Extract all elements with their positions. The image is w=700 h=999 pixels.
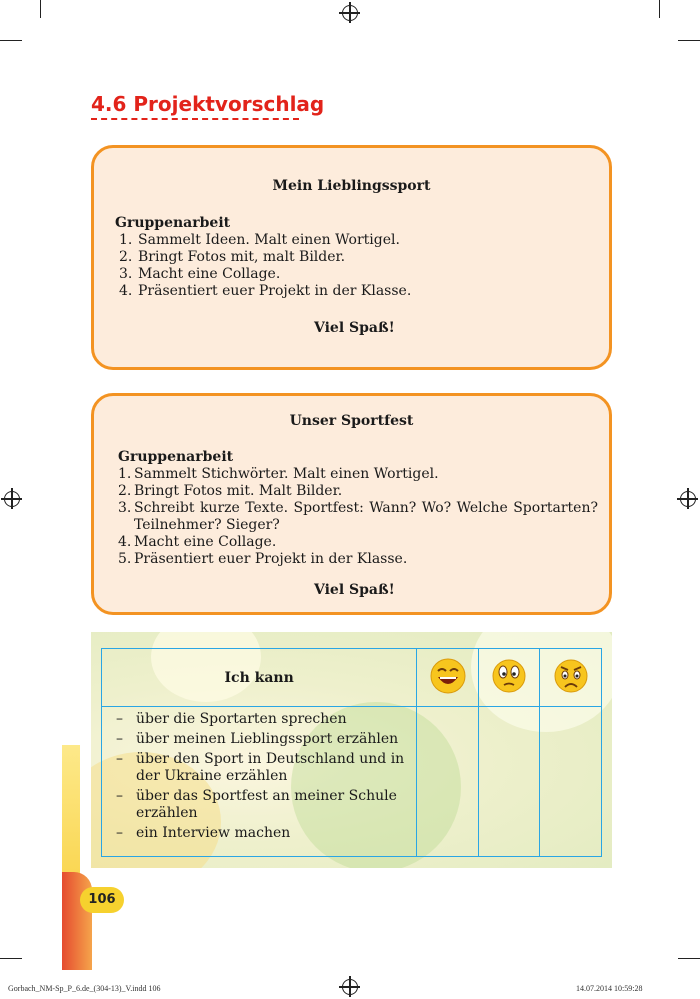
list-item: 1. Sammelt Ideen. Malt einen Wortigel. — [119, 232, 400, 248]
section-title: 4.6 Projektvorschlag — [91, 92, 325, 116]
steps-list — [119, 232, 411, 300]
list-item: – über den Sport in Deutschland und in der Ukraine erzählen — [116, 751, 408, 785]
list-item: – über meinen Lieblingssport erzählen — [116, 731, 408, 748]
list-item: 4. Präsentiert euer Projekt in der Klasse. — [119, 283, 412, 299]
list-item: 1. Sammelt Stichwörter. Malt einen Wortigel. — [118, 466, 439, 482]
table-header-cell — [479, 649, 540, 707]
title-underline — [91, 118, 299, 120]
list-item: 2. Bringt Fotos mit, malt Bilder. — [119, 249, 346, 265]
closing-text: Viel Spaß! — [314, 320, 395, 336]
registration-mark-icon — [342, 979, 358, 995]
project-subtitle: Gruppenarbeit — [118, 449, 234, 465]
can-do-list-cell — [102, 707, 417, 857]
table-header-row — [102, 649, 602, 707]
list-item: – über die Sportarten sprechen — [116, 711, 408, 728]
list-item: 5. Präsentiert euer Projekt in der Klasse. — [118, 551, 408, 567]
table-header: Ich kann — [102, 649, 417, 707]
crop-mark — [678, 958, 700, 959]
rating-cell[interactable] — [540, 707, 602, 857]
registration-mark-icon — [342, 5, 358, 21]
registration-mark-icon — [4, 491, 20, 507]
crop-mark — [678, 40, 700, 41]
list-item: – ein Interview machen — [116, 825, 408, 842]
rating-cell[interactable] — [417, 707, 479, 857]
project-title: Mein Lieblingssport — [272, 178, 431, 194]
page-number: 106 — [80, 887, 124, 913]
crop-mark — [40, 0, 41, 18]
crop-mark — [659, 0, 660, 18]
table-row — [102, 707, 602, 857]
self-check-table — [101, 648, 602, 857]
sad-face-icon — [553, 657, 589, 695]
project-subtitle: Gruppenarbeit — [115, 215, 231, 231]
project-title: Unser Sportfest — [289, 413, 414, 429]
crop-mark — [0, 958, 22, 959]
footer-file: Gorbach_NM-Sp_P_6.de_(304-13)_V.indd 106 — [8, 984, 161, 993]
table-header-cell — [540, 649, 602, 707]
project-box-sportfest — [91, 393, 612, 615]
steps-list — [118, 466, 598, 568]
can-do-list — [116, 711, 408, 842]
crop-mark — [0, 40, 22, 41]
page-tab — [62, 872, 92, 970]
list-item: 3. Schreibt kurze Texte. Sportfest: Wann? Wo? Welche Sportarten? Teilnehmer? Sieger? — [118, 500, 598, 533]
rating-cell[interactable] — [479, 707, 540, 857]
worried-face-icon — [491, 657, 527, 695]
closing-text: Viel Spaß! — [314, 582, 395, 598]
list-item: – über das Sportfest an meiner Schule erzählen — [116, 788, 408, 822]
footer-date: 14.07.2014 10:59:28 — [576, 984, 643, 993]
registration-mark-icon — [680, 491, 696, 507]
laughing-face-icon — [429, 657, 467, 695]
project-box-lieblingssport — [91, 145, 612, 370]
table-header-cell — [417, 649, 479, 707]
list-item: 3. Macht eine Collage. — [119, 266, 281, 282]
list-item: 2. Bringt Fotos mit. Malt Bilder. — [118, 483, 343, 499]
list-item: 4. Macht eine Collage. — [118, 534, 277, 550]
